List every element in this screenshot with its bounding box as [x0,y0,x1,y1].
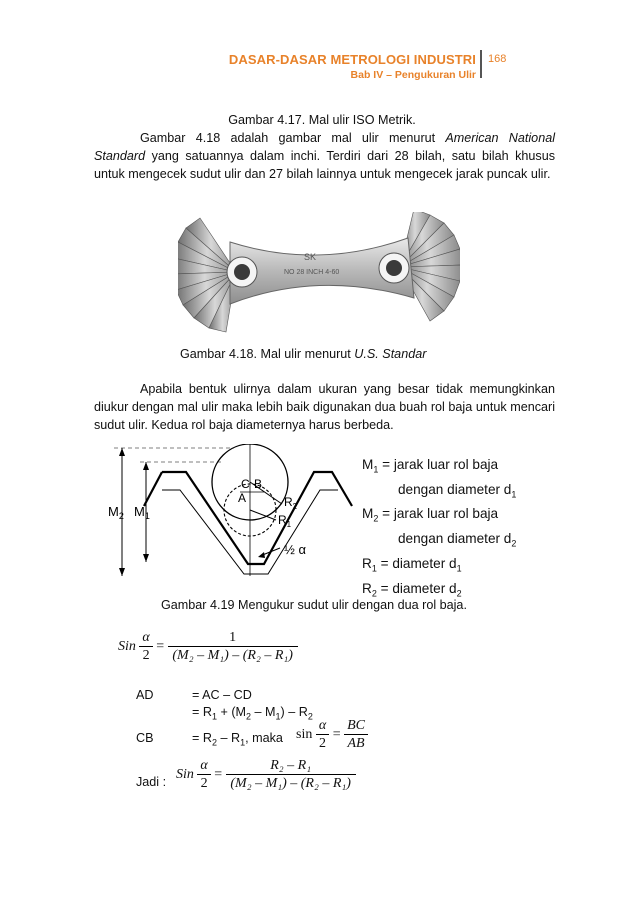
paragraph-gauge-description [94,129,555,183]
paragraph-italic-standard: American National Standard [94,131,555,163]
thread-roller-diagram [104,444,360,580]
paragraph-text: Gambar 4.18 adalah gambar mal ulir menurut [140,131,446,145]
figure-caption-4-17: Gambar 4.17. Mal ulir ISO Metrik. [228,113,416,127]
derivation-jadi-label: Jadi : [136,775,167,789]
equation-final: Sin $\frac{\alpha}{2}$ = $\frac{\text{R₂ – R₁}}{\text{(M₂ – M₁) – (R₂ – R₁)}}$ [176,758,356,792]
running-header-title: DASAR-DASAR METROLOGI INDUSTRI [228,52,476,67]
legend-m2-cont: dengan diameter $d_2$ [398,531,517,549]
derivation-ad-label: AD [136,688,154,702]
label-m2: $M_2$ [108,504,124,521]
paragraph-two-rollers: Apabila bentuk ulirnya dalam ukuran yang besar tidak memungkinkan diukur dengan mal ulir maka lebih baik digunakan dua buah rol baja untuk mencari sudut ulir. Kedua rol baja diameternya harus berbeda. [94,382,555,432]
derivation-ad-line1: = AC – CD [192,688,252,702]
derivation-cb-label: CB [136,731,154,745]
diagram-legend [362,455,516,603]
label-c: C [241,477,250,491]
derivation-cb-line: = $R_2 - R_1$, maka [192,731,283,748]
label-a: A [238,491,247,505]
derivation-ad-line2: = $R_1 + (M_2 - M_1) - R_2$ [192,705,313,722]
label-b: B [254,477,263,491]
equation-sin-half-alpha: Sin $\frac{\alpha}{2}$ = $\frac{1}{\text{(M₂ – M₁) – (R₂ – R₁)}}$ [118,630,298,664]
legend-m1-cont: dengan diameter $d_1$ [398,481,517,500]
running-header-chapter: Bab IV – Pengukuran Ulir [350,69,476,81]
gauge-stamp-size: NO 28 INCH 4-60 [284,269,340,276]
legend-r1: $R_1$ = diameter $d_1$ [362,555,462,574]
legend-m1: $M_1$ = jarak luar rol baja [362,457,499,475]
figure-caption-4-18 [180,347,426,361]
equation-sin-bc-ab: sin $\frac{\alpha}{2}$ = $\frac{BC}{AB}$ [296,718,368,752]
page-number: 168 [488,53,507,65]
caption-4-18-italic: U.S. Standar [354,347,427,361]
screw-pitch-gauge-photo [178,212,460,340]
gauge-stamp-brand: SK [304,252,317,262]
paragraph-text-rest: yang satuannya dalam inchi. Terdiri dari 28 bilah, satu bilah khusus untuk mengecek sudut ulir dan 27 bilah lainnya untuk mengecek jarak puncak ulir. [94,149,555,181]
caption-4-18-lead: Gambar 4.18. Mal ulir menurut [180,347,355,361]
legend-r2: $R_2$ = diameter $d_2$ [362,580,462,599]
legend-m2: $M_2$ = jarak luar rol baja [362,506,499,525]
label-r1: $R_1$ [278,513,292,529]
figure-caption-4-19: Gambar 4.19 Mengukur sudut ulir dengan dua rol baja. [161,598,467,612]
header-divider [480,50,482,78]
label-m1: $M_1$ [134,504,150,521]
label-r2: $R_2$ [284,495,298,511]
label-half-alpha: ½ α [284,542,306,557]
